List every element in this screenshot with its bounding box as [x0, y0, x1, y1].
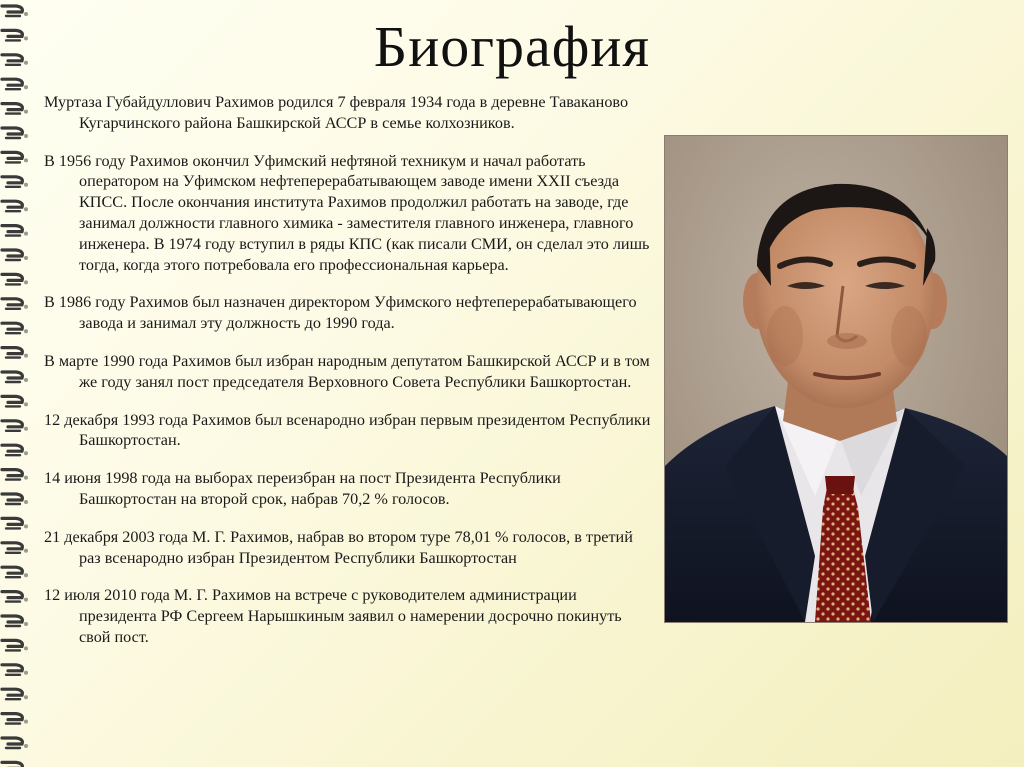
spiral-ring: [2, 518, 28, 528]
spiral-ring: [2, 274, 28, 284]
bio-paragraph-resignation-2010: 12 июля 2010 года М. Г. Рахимов на встрече с руководителем администрации президента РФ Сергеем Нарышкиным заявил о намерении досрочно покинуть свой пост.: [44, 586, 622, 646]
spiral-ring: [2, 494, 28, 504]
spiral-ring: [2, 762, 28, 767]
spiral-ring: [2, 152, 28, 162]
spiral-ring: [2, 640, 28, 650]
spiral-ring: [2, 104, 28, 114]
spiral-ring: [2, 714, 28, 724]
spiral-ring: [2, 445, 28, 455]
bio-paragraph-birth: Муртаза Губайдуллович Рахимов родился 7 февраля 1934 года в деревне Таваканово Кугарчинского района Башкирской АССР в семье колхозников.: [44, 93, 629, 132]
spiral-ring: [2, 567, 28, 577]
spiral-ring: [2, 689, 28, 699]
spiral-ring: [2, 543, 28, 553]
spiral-ring: [2, 421, 28, 431]
spiral-ring: [2, 665, 28, 675]
bio-paragraph-president-1993: 12 декабря 1993 года Рахимов был всенародно избран первым президентом Республики Башкортостан.: [44, 410, 651, 450]
bio-paragraph-president-2003: 21 декабря 2003 года М. Г. Рахимов, набрав во втором туре 78,01 % голосов, в третий раз всенародно избран Президентом Республики Башкортостан: [44, 527, 633, 567]
bio-paragraph-director: В 1986 году Рахимов был назначен директором Уфимского нефтеперерабатывающего завода и занимал эту должность до 1990 года.: [44, 293, 637, 333]
slide-title: Биография: [373, 14, 651, 79]
spiral-ring: [2, 592, 28, 602]
spiral-ring: [2, 201, 28, 211]
spiral-ring: [2, 616, 28, 626]
bio-paragraph-career: В 1956 году Рахимов окончил Уфимский нефтяной техникум и начал работать оператором на Уфимском нефтеперерабатывающем заводе имени XXII съезда КПСС. После окончания института Рахимов продолжил работать на заводе, где занимал должности главного химика - заместителя главного инженера, главного инженера. В 1974 году вступил в ряды КПС (как писали СМИ, он сделал это лишь тогда, когда этого потребовала его профессиональная карьера.: [44, 151, 650, 274]
notebook-spiral-binding: [0, 0, 32, 767]
portrait-photo: [665, 136, 1007, 622]
spiral-ring: [2, 299, 28, 309]
spiral-ring: [2, 738, 28, 748]
spiral-ring: [2, 348, 28, 358]
bio-paragraph-deputy: В марте 1990 года Рахимов был избран народным депутатом Башкирской АССР и в том же году занял пост председателя Верховного Совета Республики Башкортостан.: [44, 351, 650, 391]
spiral-ring: [2, 177, 28, 187]
spiral-ring: [2, 250, 28, 260]
spiral-ring: [2, 470, 28, 480]
bio-paragraph-president-1998: 14 июня 1998 года на выборах переизбран на пост Президента Республики Башкортостан на второй срок, набрав 70,2 % голосов.: [44, 469, 561, 508]
spiral-ring: [2, 396, 28, 406]
spiral-ring: [2, 128, 28, 138]
spiral-ring: [2, 323, 28, 333]
portrait-illustration: [665, 136, 1007, 622]
biography-text: [44, 92, 654, 665]
spiral-ring: [2, 226, 28, 236]
spiral-ring: [2, 372, 28, 382]
